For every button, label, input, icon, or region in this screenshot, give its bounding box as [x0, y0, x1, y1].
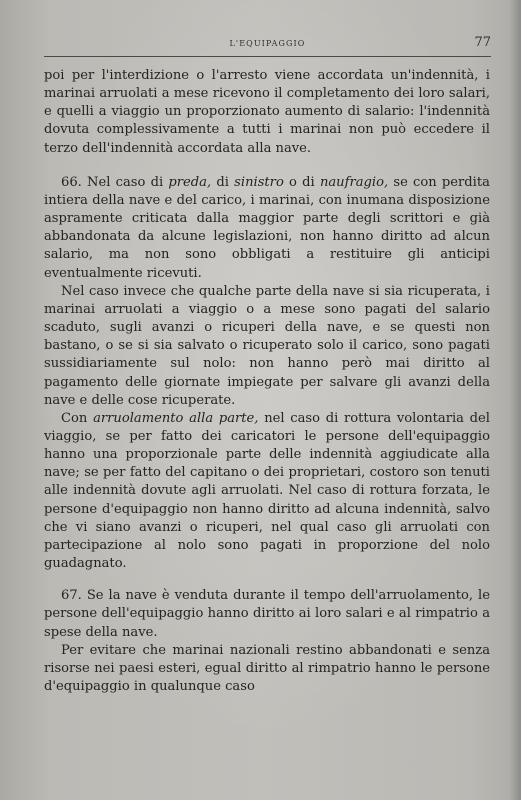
term-sinistro: sinistro — [234, 174, 284, 190]
paragraph-arruolamento-text-a: Con — [61, 410, 88, 426]
page-header — [44, 28, 491, 57]
paragraph-66-text-a: Nel caso di — [87, 174, 164, 190]
term-naufragio: naufragio, — [319, 174, 389, 190]
paragraph-66 — [44, 174, 490, 283]
paragraph-66-text-d: se con perdita intiera della nave e del carico, i marinai, con inumana disposizione aspramente criticata dalla maggior parte degli scrittori e già abbandonata da alcune legislazioni, non hanno diritto ad alcun salario, ma non sono obbligati a restituire gli anticipi eventualmente ricevuti. — [44, 174, 490, 281]
section-number-67: 67. — [61, 588, 82, 604]
running-head: L'EQUIPAGGIO — [229, 39, 306, 48]
paragraph-arruolamento — [44, 410, 490, 573]
paragraph-67-text: Se la nave è venduta durante il tempo dell'arruolamento, le persone dell'equipaggio hanno diritto ai loro salari e al rimpatrio a spese della nave. — [44, 588, 490, 640]
paragraph-arruolamento-text-b: nel caso di rottura volontaria del viaggio, se per fatto dei caricatori le persone dell'equipaggio hanno una proporzionale parte delle indennità aggiudicate alla nave; se per fatto del capitano o dei proprietari, costoro son tenuti alle indennità dovute agli arruolati. Nel caso di rottura forzata, le persone d'equipaggio non hanno diritto ad alcuna indennità, salvo che vi siano avanzi o ricuperi, nel qual caso gli arruolati con partecipazione al nolo sono pagati in proporzione del nolo guadagnato. — [44, 410, 490, 572]
page-number: 77 — [474, 35, 491, 50]
term-arruolamento-alla-parte: arruolamento alla parte, — [93, 410, 259, 426]
paragraph-rimpatrio: Per evitare che marinai nazionali restino abbandonati e senza risorse nei paesi esteri, egual diritto al rimpatrio hanno le persone d'equipaggio in qualunque caso — [44, 642, 490, 694]
section-number-66: 66. — [61, 174, 82, 190]
paragraph-continuation: poi per l'interdizione o l'arresto viene accordata un'indennità, i marinai arruolati a mese ricevono il completamento dei loro salari, e quelli a viaggio un proporzionato aumento di salario: l'indennità dovuta complessivamente a tutti i marinai non può eccedere il terzo dell'indennità accordata alla nave. — [44, 68, 490, 156]
paragraph-66-text-c: o di — [289, 174, 315, 190]
term-preda: preda, — [168, 174, 212, 190]
page-text — [44, 67, 490, 696]
page-edge-shadow — [509, 0, 521, 800]
paragraph-66-text-b: di — [216, 174, 229, 190]
paragraph-recovered-ship: Nel caso invece che qualche parte della nave si sia ricuperata, i marinai arruolati a viaggio o a mese sono pagati del salario scaduto, sugli avanzi o ricuperi della nave, e se questi non bastano, o se si sia salvato o ricuperato solo il carico, sono pagati sussidiariamente sul nolo: non hanno però mai diritto al pagamento delle giornate impiegate per salvare gli avanzi della nave e delle cose ricuperate. — [44, 283, 490, 408]
paragraph-67 — [44, 587, 490, 641]
